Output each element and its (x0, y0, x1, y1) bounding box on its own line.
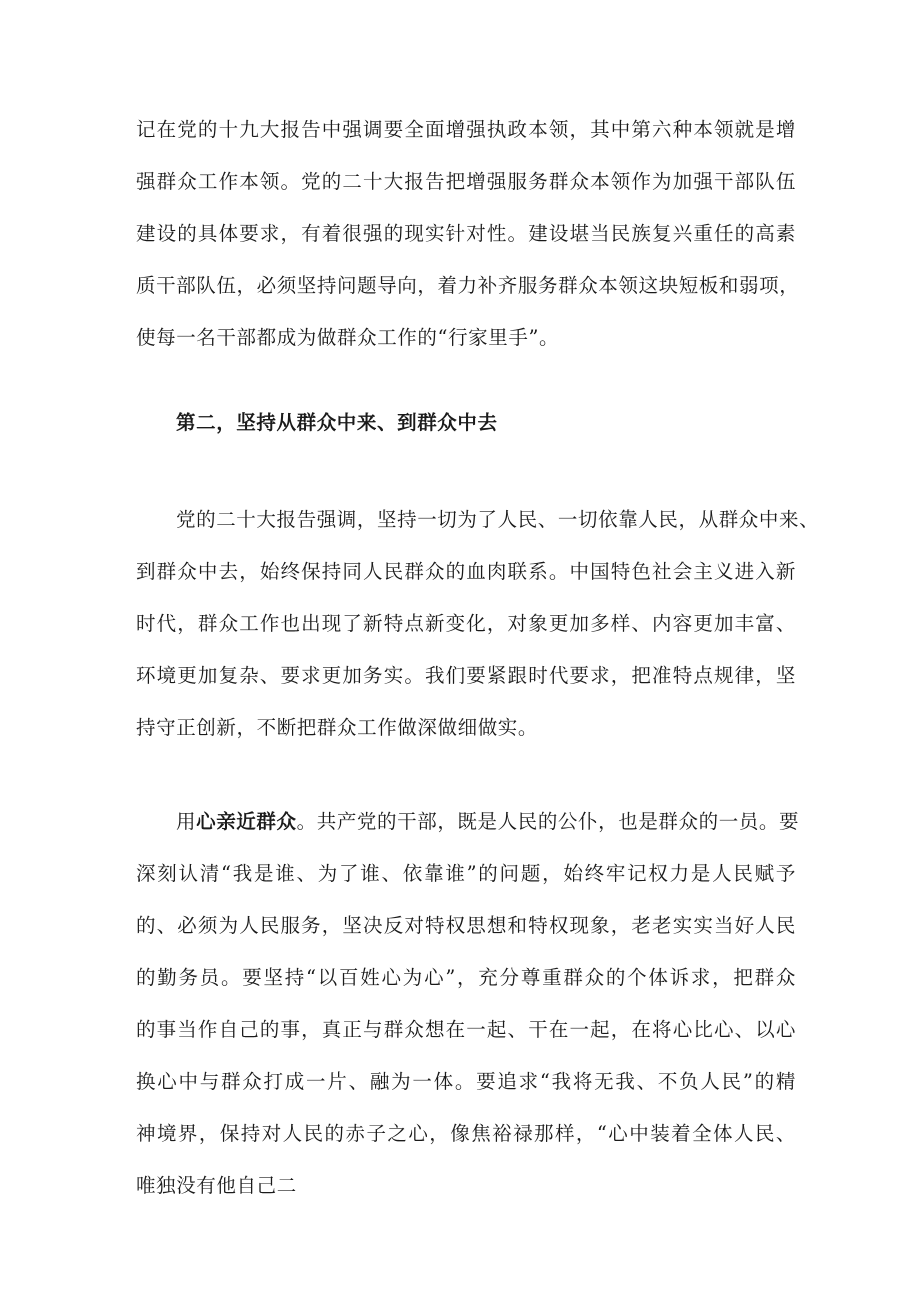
paragraph1-line-4: 质干部队伍，必须坚持问题导向，着力补齐服务群众本领这块短板和弱项， (136, 274, 800, 297)
paragraph1-line-1: 记在党的十九大报告中强调要全面增强执政本领，其中第六种本领就是增 (136, 118, 796, 141)
paragraph2-line-3: 时代，群众工作也出现了新特点新变化，对象更加多样、内容更加丰富、 (136, 612, 796, 635)
paragraph2-line-1: 党的二十大报告强调，坚持一切为了人民、一切依靠人民，从群众中来、 (176, 508, 820, 531)
paragraph2-line-2: 到群众中去，始终保持同人民群众的血肉联系。中国特色社会主义进入新 (136, 560, 796, 583)
paragraph3-line-5: 的事当作自己的事，真正与群众想在一起、干在一起，在将心比心、以心 (136, 1018, 796, 1041)
paragraph3-line-8: 唯独没有他自己二 (136, 1174, 297, 1197)
paragraph2-line-4: 环境更加复杂、要求更加务实。我们要紧跟时代要求，把准特点规律，坚 (136, 664, 796, 687)
paragraph3-line-4: 的勤务员。要坚持“以百姓心为心”，充分尊重群众的个体诉求，把群众 (136, 966, 796, 989)
paragraph3-line-7: 神境界，保持对人民的赤子之心，像焦裕禄那样，“心中装着全体人民、 (136, 1122, 796, 1145)
paragraph3-lead-plain: 用 (176, 810, 197, 833)
paragraph1-line-2: 强群众工作本领。党的二十大报告把增强服务群众本领作为加强干部队伍 (136, 170, 796, 193)
paragraph3-lead-rest: 。共产党的干部，既是人民的公仆，也是群众的一员。要 (296, 810, 800, 833)
section-heading: 第二，坚持从群众中来、到群众中去 (176, 411, 498, 434)
paragraph2-line-5: 持守正创新，不断把群众工作做深做细做实。 (136, 716, 539, 739)
paragraph3-line-3: 的、必须为人民服务，坚决反对特权思想和特权现象，老老实实当好人民 (136, 914, 796, 937)
paragraph1-line-3: 建设的具体要求，有着很强的现实针对性。建设堪当民族复兴重任的高素 (136, 222, 796, 245)
paragraph3-line-2: 深刻认清“我是谁、为了谁、依靠谁”的问题，始终牢记权力是人民赋予 (136, 862, 796, 885)
paragraph3-lead-bold: 心亲近群众 (196, 810, 297, 833)
paragraph3-line-1 (176, 810, 800, 834)
paragraph1-line-5: 使每一名干部都成为做群众工作的“行家里手”。 (136, 326, 560, 349)
paragraph3-line-6: 换心中与群众打成一片、融为一体。要追求“我将无我、不负人民”的精 (136, 1070, 796, 1093)
